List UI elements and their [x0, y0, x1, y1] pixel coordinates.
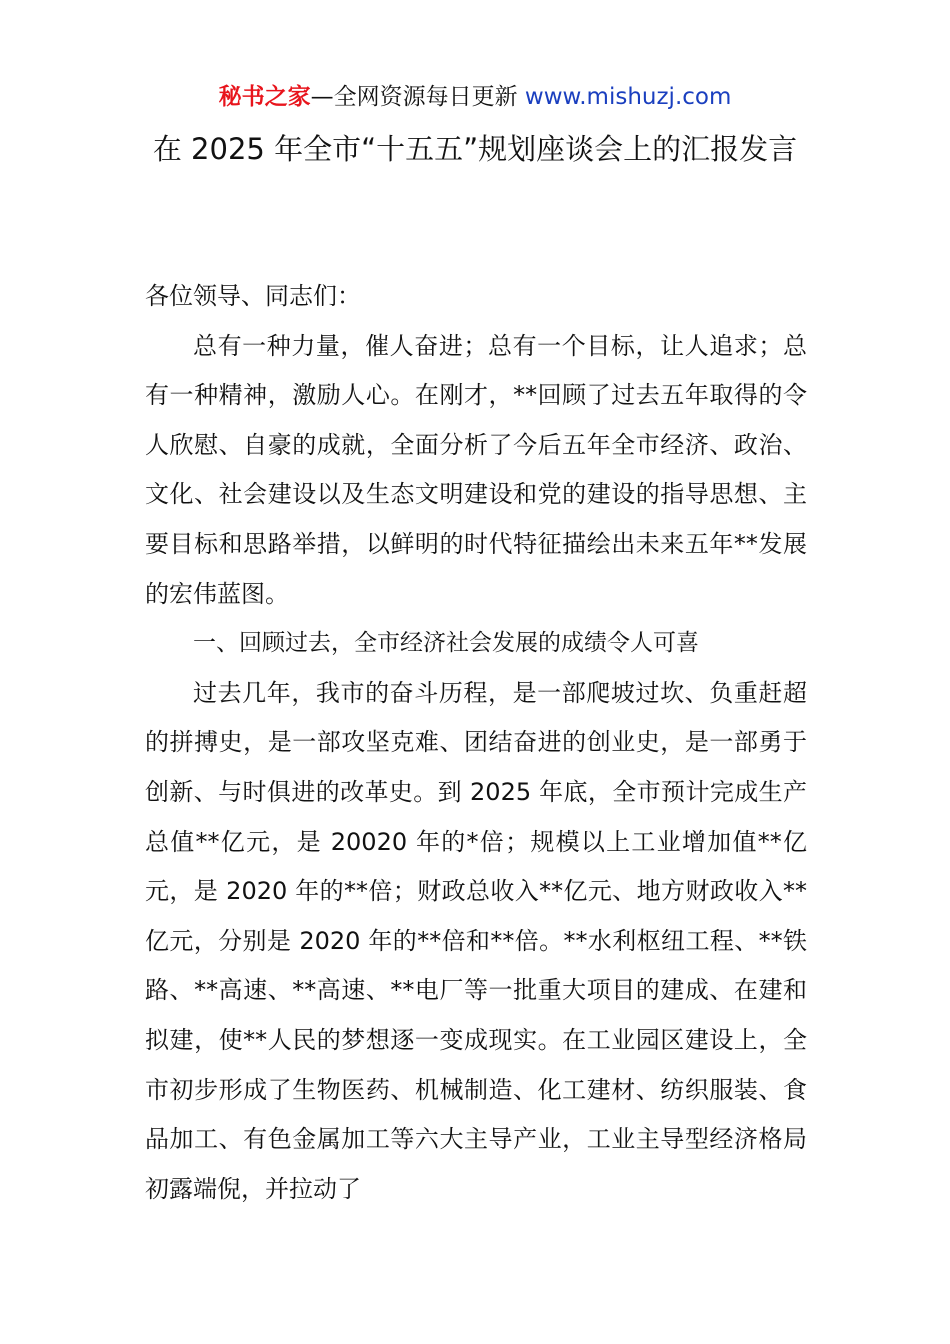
header-tagline: —全网资源每日更新 [310, 84, 518, 110]
opening-paragraph: 总有一种力量，催人奋进；总有一个目标，让人追求；总有一种精神，激励人心。在刚才，**回顾了过去五年取得的令人欣慰、自豪的成就，全面分析了今后五年全市经济、政治、文化、社会建设以及生态文明建设和党的建设的指导思想、主要目标和思路举措，以鲜明的时代特征描绘出未来五年**发展的宏伟蓝图。 [145, 331, 807, 608]
site-header [0, 80, 950, 114]
section-paragraph: 过去几年，我市的奋斗历程，是一部爬坡过坎、负重赶超的拼搏史，是一部攻坚克难、团结奋进的创业史，是一部勇于创新、与时俱进的改革史。到 2025 年底，全市预计完成生产总值**亿元，是 20020 年的*倍；规模以上工业增加值**亿元，是 2020 年的**倍；财政总收入**亿元、地方财政收入**亿元，分别是 2020 年的**倍和**倍。**水利枢纽工程、**铁路、**高速、**高速、**电厂等一批重大项目的建成、在建和拟建，使**人民的梦想逐一变成现实。在工业园区建设上，全市初步形成了生物医药、机械制造、化工建材、纺织服装、食品加工、有色金属加工等六大主导产业，工业主导型经济格局初露端倪，并拉动了 [145, 678, 807, 1203]
document-body [145, 272, 807, 1214]
salutation: 各位领导、同志们： [145, 282, 361, 310]
brand-name: 秘书之家 [218, 84, 311, 110]
document-title: 在 2025 年全市“十五五”规划座谈会上的汇报发言 [152, 132, 798, 166]
site-url-link[interactable]: www.mishuzj.com [524, 84, 732, 110]
section-heading: 一、回顾过去，全市经济社会发展的成绩令人可喜 [193, 630, 699, 657]
